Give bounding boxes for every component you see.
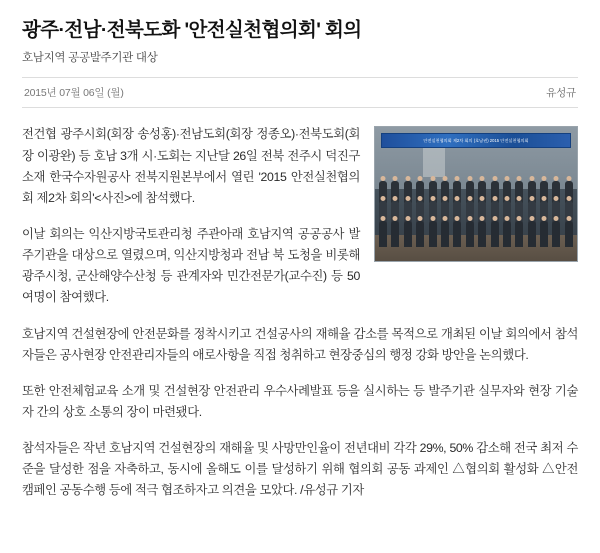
byline-bar xyxy=(22,77,578,108)
article-paragraph: 이날 회의는 익산지방국토관리청 주관아래 호남지역 공공공사 발주기관을 대상으로 열렸으며, 익산지방청과 전남 북 도청을 비롯해 광주시청, 군산해양수산청 등 관계자와 민간전문가(교수진) 등 50여명이 참여했다. xyxy=(22,226,360,305)
group-photo-image xyxy=(374,126,578,262)
article-paragraph: 전건협 광주시회(회장 송성홍)·전남도회(회장 정종오)·전북도회(회장 이광완) 등 호남 3개 시·도회는 지난달 26일 전북 전주시 덕진구 소재 한국수자원공사 전북지원본부에서 열린 '2015 안전실천협의회 제2차 회의'<사진>에 참석했다. xyxy=(22,127,360,205)
article-paragraph: 호남지역 건설현장에 안전문화를 정착시키고 건설공사의 재해율 감소를 목적으로 개최된 이날 회의에서 참석자들은 공사현장 안전관리자들의 애로사항을 직접 청취하고 현장중심의 행정 강화 방안을 논의했다. xyxy=(22,326,578,362)
article-subhead: 호남지역 공공발주기관 대상 xyxy=(22,52,158,65)
author-name: 유성규 xyxy=(546,87,576,100)
article-body xyxy=(22,124,578,501)
article-paragraph: 또한 안전체험교육 소개 및 건설현장 안전관리 우수사례발표 등을 실시하는 등 발주기관 실무자와 현장 기술자 간의 상호 소통의 장이 마련됐다. xyxy=(22,383,578,419)
photo-people-row-front xyxy=(379,221,573,247)
article-paragraph: 참석자들은 작년 호남지역 건설현장의 재해율 및 사망만인율이 전년대비 각각 29%, 50% 감소해 전국 최저 수준을 달성한 점을 자축하고, 동시에 올해도 이를 달성하기 위해 협의회 공동 과제인 △협의회 활성화 △안전 캠페인 공동수행 등에 적극 협조하자고 의견을 모았다. /유성규 기자 xyxy=(22,441,578,498)
publish-date: 2015년 07월 06일 (월) xyxy=(24,87,124,100)
page-title: 광주·전남·전북도화 '안전실천협의회' 회의 xyxy=(22,19,362,41)
article-figure xyxy=(374,126,578,267)
photo-banner-text: 안전실천협의회 제2차 회의 (호남권) 2015 안전실천협의회 xyxy=(381,133,571,148)
